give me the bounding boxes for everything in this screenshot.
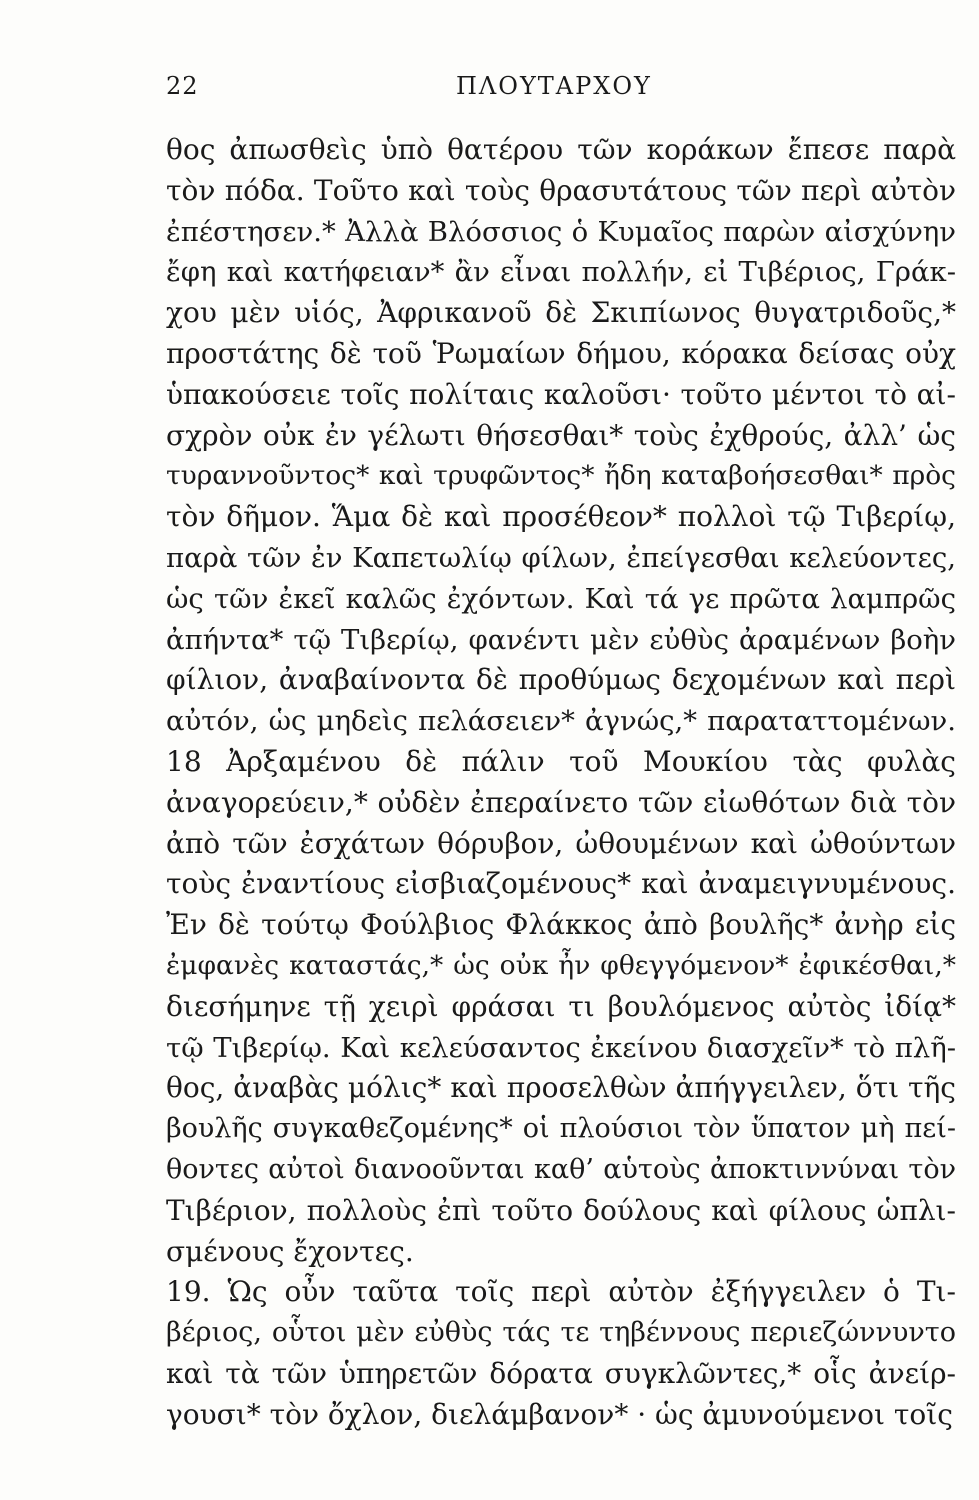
text-line: 18 Ἀρξαμένου δὲ πάλιν τοῦ Μουκίου τὰς φυλὰς <box>166 744 956 778</box>
text-line: ἐμφανὲς καταστάς,* ὡς οὐκ ἦν φθεγγόμενον* ἐφικέσθαι,* <box>166 949 956 981</box>
text-line: προστάτης δὲ τοῦ Ῥωμαίων δήμου, κόρακα δείσας οὐχ <box>166 336 956 370</box>
text-line: βέριος, οὗτοι μὲν εὐθὺς τάς τε τηβέννους περιεζώννυντο <box>166 1317 956 1349</box>
text-line: ἀπήντα* τῷ Τιβερίῳ, φανέντι μὲν εὐθὺς ἀραμένων βοὴν <box>166 623 956 656</box>
text-line: χου μὲν υἱός, Ἀφρικανοῦ δὲ Σκιπίωνος θυγατριδοῦς,* <box>166 296 956 330</box>
text-line: βουλῆς συγκαθεζομένης* οἱ πλούσιοι τὸν ὕπατον μὴ πεί- <box>166 1113 956 1145</box>
text-line: σχρὸν οὐκ ἐν γέλωτι θήσεσθαι* τοὺς ἐχθρούς, ἀλλ’ ὡς <box>166 418 956 452</box>
text-line: τὸν δῆμον. Ἅμα δὲ καὶ προσέθεον* πολλοὶ τῷ Τιβερίῳ, <box>166 500 956 534</box>
text-line: ἀπὸ τῶν ἐσχάτων θόρυβον, ὠθουμένων καὶ ὠθούντων <box>166 826 956 860</box>
text-line: ὑπακούσειε τοῖς πολίταις καλοῦσι· τοῦτο μέντοι τὸ αἰ- <box>166 377 956 411</box>
page-number: 22 <box>166 72 199 100</box>
text-line: Ἐν δὲ τούτῳ Φούλβιος Φλάκκος ἀπὸ βουλῆς* ἀνὴρ εἰς <box>166 908 956 942</box>
text-line: θοντες αὐτοὶ διανοοῦνται καθ’ αὑτοὺς ἀποκτιννύναι τὸν <box>166 1153 956 1185</box>
text-line: διεσήμηνε τῇ χειρὶ φράσαι τι βουλόμενος αὐτὸς ἰδίᾳ* <box>166 989 956 1023</box>
text-line: καὶ τὰ τῶν ὑπηρετῶν δόρατα συγκλῶντες,* οἷς ἀνείρ- <box>166 1356 956 1390</box>
page-header <box>166 72 956 112</box>
text-line: 19. Ὡς οὖν ταῦτα τοῖς περὶ αὐτὸν ἐξήγγειλεν ὁ Τι- <box>166 1275 956 1309</box>
text-line: ὡς τῶν ἐκεῖ καλῶς ἐχόντων. Καὶ τά γε πρῶτα λαμπρῶς <box>166 582 956 615</box>
text-line: αὐτόν, ὡς μηδεὶς πελάσειεν* ἀγνώς,* παραταττομένων. <box>166 705 956 738</box>
text-line: τῷ Τιβερίῳ. Καὶ κελεύσαντος ἐκείνου διασχεῖν* τὸ πλῆ- <box>166 1031 956 1064</box>
text-line: ἀναγορεύειν,* οὐδὲν ἐπεραίνετο τῶν εἰωθότων διὰ τὸν <box>166 785 956 819</box>
text-line: τοὺς ἐναντίους εἰσβιαζομένους* καὶ ἀναμειγνυμένους. <box>166 867 956 901</box>
text-line: θος, ἀναβὰς μόλις* καὶ προσελθὼν ἀπήγγειλεν, ὅτι τῆς <box>166 1071 956 1105</box>
text-line: τὸν πόδα. Τοῦτο καὶ τοὺς θρασυτάτους τῶν περὶ αὐτὸν <box>166 173 956 207</box>
text-line: τυραννοῦντος* καὶ τρυφῶντος* ἤδη καταβοήσεσθαι* πρὸς <box>166 460 956 492</box>
text-line: θος ἀπωσθεὶς ὑπὸ θατέρου τῶν κοράκων ἔπεσε παρὰ <box>166 133 956 166</box>
text-line: φίλιον, ἀναβαίνοντα δὲ προθύμως δεχομένων καὶ περὶ <box>166 663 956 697</box>
text-line: Τιβέριον, πολλοὺς ἐπὶ τοῦτο δούλους καὶ φίλους ὡπλι- <box>166 1193 956 1227</box>
text-line: παρὰ τῶν ἐν Καπετωλίῳ φίλων, ἐπείγεσθαι κελεύοντες, <box>166 541 956 574</box>
body-text <box>166 130 956 1436</box>
text-line: γουσι* τὸν ὄχλον, διελάμβανον* · ὡς ἀμυνούμενοι τοῖς <box>166 1397 953 1431</box>
text-line: ἔφη καὶ κατήφειαν* ἂν εἶναι πολλήν, εἰ Τιβέριος, Γράκ- <box>166 256 956 289</box>
text-line: σμένους ἔχοντες. <box>166 1234 414 1268</box>
text-line: ἐπέστησεν.* Ἀλλὰ Βλόσσιος ὁ Κυμαῖος παρὼν αἰσχύνην <box>166 215 956 248</box>
running-title: ΠΛΟΥΤΑΡΧΟΥ <box>456 72 652 100</box>
